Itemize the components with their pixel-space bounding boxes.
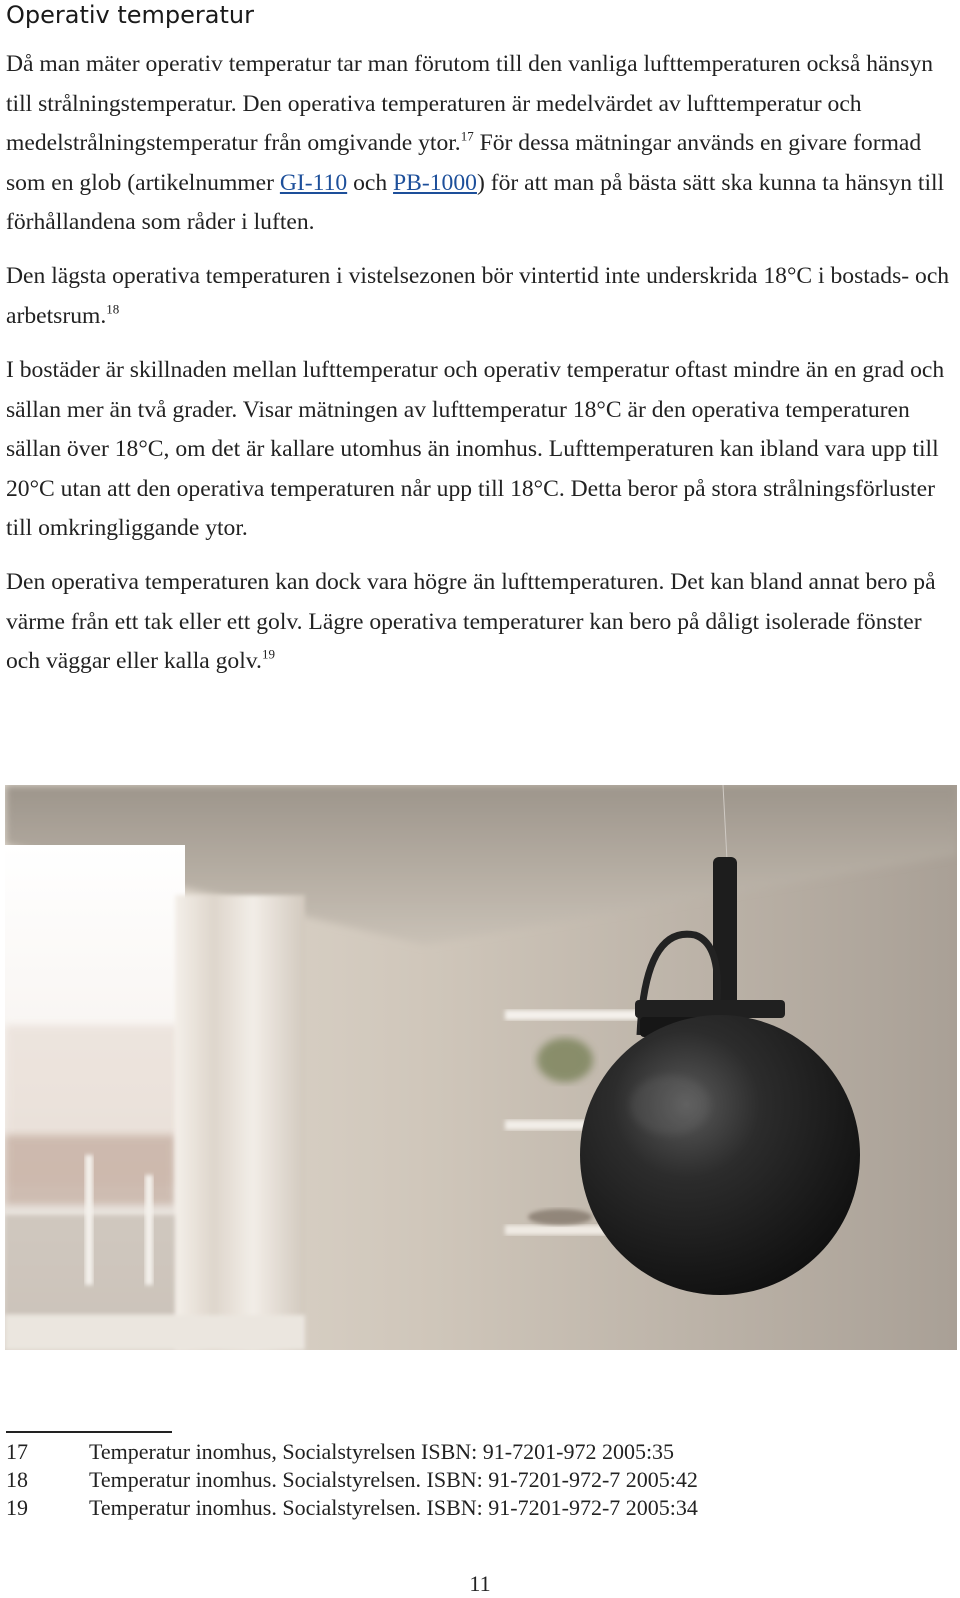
globe-thermometer-photo — [5, 785, 957, 1350]
paragraph-4-text: Den operativa temperaturen kan dock vara högre än lufttemperaturen. Det kan bland annat bero på värme från ett tak eller ett golv. Lägre operativa temperaturer kan bero på dåligt isolerade fönster och väggar eller kalla golv. — [6, 569, 936, 674]
footnote-ref-18[interactable]: 18 — [106, 301, 120, 317]
paragraph-1-text-a: Då man mäter operativ temperatur tar man förutom till den vanliga lufttemperaturen också hänsyn till strålningstemperatur. Den operativa temperaturen är medelvärdet av lufttemperatur och medelstrålningstemperatur från omgivande ytor. — [6, 51, 934, 156]
paragraph-4 — [6, 563, 958, 682]
footnote-18 — [6, 1466, 956, 1494]
footnote-number: 18 — [6, 1467, 28, 1492]
footnote-text: Temperatur inomhus, Socialstyrelsen ISBN: 91-7201-972 2005:35 — [89, 1439, 675, 1464]
paragraph-2-text: Den lägsta operativa temperaturen i vistelsezonen bör vintertid inte underskrida 18°C i bostads- och arbetsrum. — [6, 263, 950, 329]
paragraph-1-text-b: För dessa mätningar används en givare formad som en glob (artikelnummer — [6, 130, 922, 196]
paragraph-1-text-d: ) för att man på bästa sätt ska kunna ta hänsyn till förhållandena som råder i luften. — [6, 169, 945, 235]
footnote-ref-19[interactable]: 19 — [261, 646, 275, 662]
page-title: Operativ temperatur — [6, 1, 254, 29]
product-link-gi-110[interactable]: GI-110 — [279, 169, 348, 196]
product-link-pb-1000[interactable]: PB-1000 — [393, 169, 477, 196]
page-number: 11 — [469, 1571, 491, 1596]
footnote-number: 17 — [6, 1439, 28, 1464]
paragraph-3 — [6, 351, 958, 549]
paragraph-3-text: I bostäder är skillnaden mellan lufttemperatur och operativ temperatur oftast mindre än en grad och sällan mer än två grader. Visar mätningen av lufttemperatur 18°C är den operativa temperaturen sällan över 18°C, om det är kallare utomhus än inomhus. Lufttemperaturen kan ibland vara upp till 20°C utan att den operativa temperaturen når upp till 18°C. Detta beror på stora strålningsförluster till omkringliggande ytor. — [6, 357, 945, 541]
footnote-text: Temperatur inomhus. Socialstyrelsen. ISBN: 91-7201-972-7 2005:34 — [89, 1495, 698, 1520]
footnote-number: 19 — [6, 1495, 28, 1520]
footnote-separator — [6, 1431, 172, 1433]
footnote-ref-17[interactable]: 17 — [460, 128, 474, 144]
paragraph-1-text-c: och — [347, 169, 394, 196]
footnote-text: Temperatur inomhus. Socialstyrelsen. ISBN: 91-7201-972-7 2005:42 — [89, 1467, 698, 1492]
footnote-19 — [6, 1494, 956, 1522]
paragraph-1 — [6, 45, 958, 243]
paragraph-2 — [6, 257, 958, 336]
footnote-17 — [6, 1438, 956, 1466]
